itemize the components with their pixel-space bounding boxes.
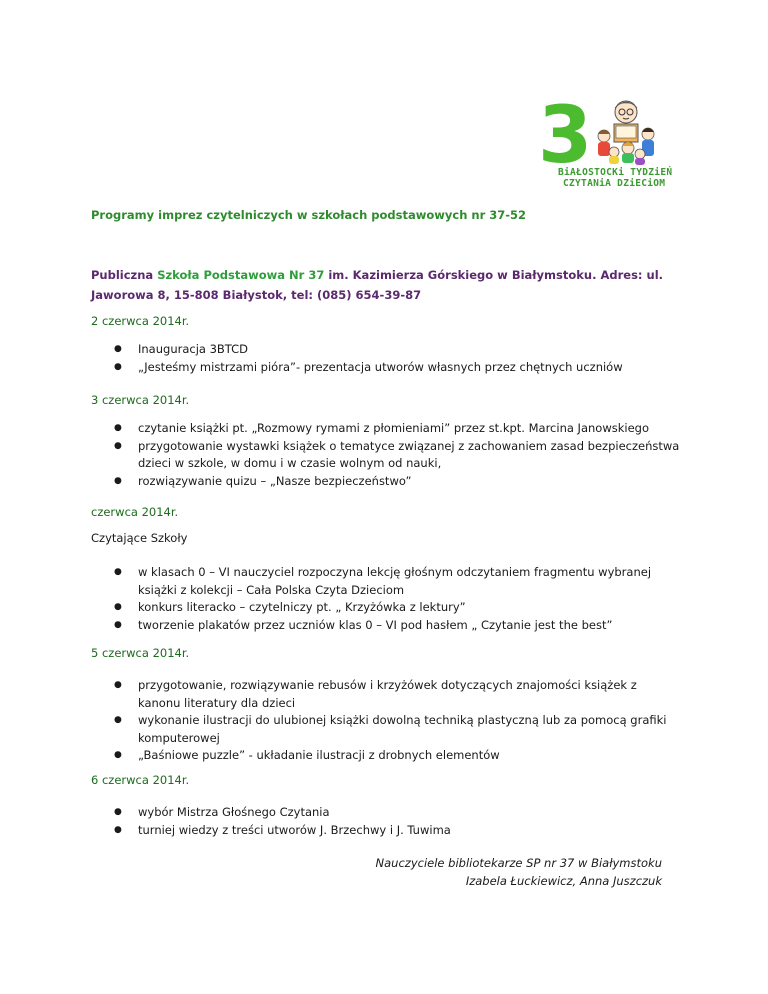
list-item-text: Inauguracja 3BTCD: [138, 342, 249, 356]
bullet-icon: ●: [114, 423, 122, 433]
bullet-icon: ●: [114, 567, 122, 577]
list-item-text: przygotowanie, rozwiązywanie rebusów i krzyżówek dotyczących znajomości książek z kanonu literatury dla dzieci: [138, 678, 637, 710]
section-date: czerwca 2014r.: [91, 505, 179, 519]
list-item-text: „Baśniowe puzzle” - układanie ilustracji z drobnych elementów: [138, 748, 500, 762]
document-title: Programy imprez czytelniczych w szkołach podstawowych nr 37-52: [91, 208, 527, 222]
signature-line2: Izabela Łuckiewicz, Anna Juszczuk: [465, 874, 662, 888]
list-item: [91, 747, 681, 765]
school-name: Szkoła Podstawowa Nr 37: [157, 268, 325, 282]
list-item: [91, 341, 681, 359]
school-prefix: Publiczna: [91, 268, 158, 282]
logo-number-3: 3: [538, 96, 593, 168]
list-item: [91, 473, 681, 491]
list-item-text: turniej wiedzy z treści utworów J. Brzechwy i J. Tuwima: [138, 822, 451, 837]
list-item-text: wybór Mistrza Głośnego Czytania: [138, 805, 330, 819]
logo-text-line1: BiAŁOSTOCKi TYDZiEŃ: [558, 167, 673, 178]
bullet-icon: ●: [114, 715, 122, 725]
list-item-text: przygotowanie wystawki książek o tematyce związanej z zachowaniem zasad bezpieczeństwa dzieci w szkole, w domu i w czasie wolnym od nauki,: [138, 438, 680, 470]
event-list: [91, 564, 681, 634]
school-address: im. Kazimierza Górskiego w Białymstoku. Adres: ul. Jaworowa 8, 15-808 Białystok, tel: (085) 654-39-87: [91, 268, 664, 302]
bullet-icon: ●: [114, 361, 122, 372]
section-subtitle: Czytające Szkoły: [91, 531, 188, 545]
list-item: [91, 822, 681, 840]
list-item: [91, 617, 681, 635]
list-item: [91, 804, 681, 822]
list-item-text: rozwiązywanie quizu – „Nasze bezpieczeństwo”: [138, 473, 412, 488]
bullet-icon: ●: [114, 344, 122, 354]
bullet-icon: ●: [114, 750, 122, 760]
section-date: 2 czerwca 2014r.: [91, 314, 190, 328]
list-item: [91, 564, 681, 599]
list-item: [91, 599, 681, 617]
list-item: [91, 359, 681, 377]
signature-line1: Nauczyciele bibliotekarze SP nr 37 w Białymstoku: [375, 856, 662, 870]
bullet-icon: ●: [114, 807, 122, 817]
event-list: [91, 341, 681, 376]
list-item: [91, 712, 681, 747]
section-date: 3 czerwca 2014r.: [91, 393, 190, 407]
list-item-text: czytanie książki pt. „Rozmowy rymami z płomieniami” przez st.kpt. Marcina Janowskiego: [138, 421, 649, 435]
bullet-icon: ●: [114, 680, 122, 690]
event-logo: [536, 96, 686, 192]
event-list: [91, 420, 681, 490]
bullet-icon: ●: [114, 440, 122, 451]
list-item: [91, 420, 681, 438]
bullet-icon: ●: [114, 602, 122, 612]
list-item-text: konkurs literacko – czytelniczy pt. „ Krzyżówka z lektury”: [138, 600, 466, 614]
section-date: 5 czerwca 2014r.: [91, 646, 190, 660]
list-item-text: w klasach 0 – VI nauczyciel rozpoczyna lekcję głośnym odczytaniem fragmentu wybranej książki z kolekcji – Cała Polska Czyta Dzieciom: [138, 565, 652, 597]
event-list: [91, 804, 681, 839]
logo-graphic: [536, 96, 686, 168]
logo-text-line2: CZYTANiA DZiECiOM: [563, 178, 666, 189]
list-item-text: wykonanie ilustracji do ulubionej książki dowolną techniką plastyczną lub za pomocą grafiki komputerowej: [138, 713, 667, 745]
bullet-icon: ●: [114, 475, 122, 486]
bullet-icon: ●: [114, 619, 122, 630]
event-list: [91, 677, 681, 765]
section-date: 6 czerwca 2014r.: [91, 773, 190, 787]
list-item: [91, 438, 681, 473]
list-item: [91, 677, 681, 712]
bullet-icon: ●: [114, 824, 122, 835]
list-item-text: „Jesteśmy mistrzami pióra”- prezentacja utworów własnych przez chętnych uczniów: [138, 359, 623, 374]
school-heading: [91, 265, 691, 305]
list-item-text: tworzenie plakatów przez uczniów klas 0 – VI pod hasłem „ Czytanie jest the best”: [138, 617, 613, 632]
